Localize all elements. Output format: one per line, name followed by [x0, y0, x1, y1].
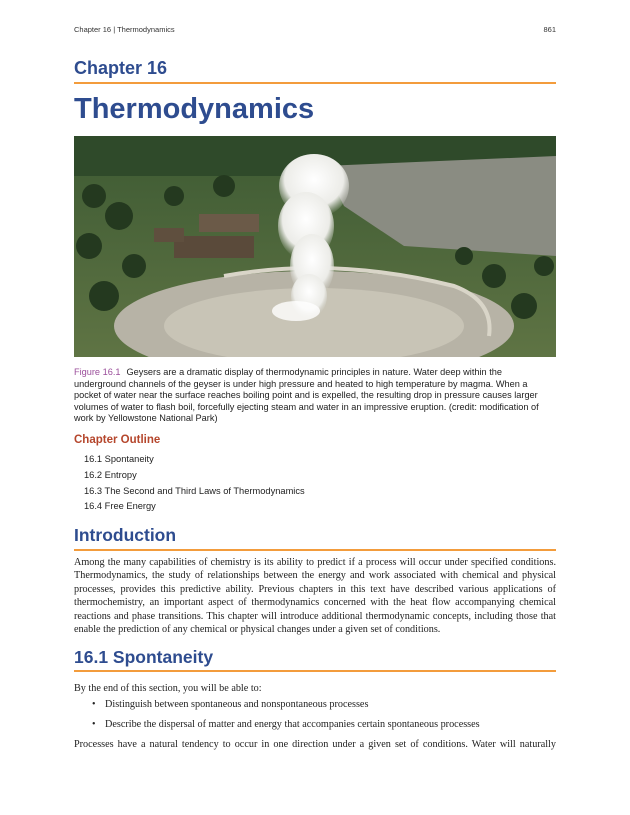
- chapter-rule: [74, 82, 556, 84]
- outline-item[interactable]: 16.4 Free Energy: [84, 501, 156, 512]
- outline-item[interactable]: 16.3 The Second and Third Laws of Thermodynamics: [84, 485, 305, 496]
- outline-item[interactable]: 16.1 Spontaneity: [84, 454, 154, 464]
- objective-text: Distinguish between spontaneous and nonspontaneous processes: [105, 699, 369, 710]
- learning-objectives-list: [74, 698, 556, 737]
- bullet-icon: •: [92, 718, 96, 730]
- figure-number: Figure 16.1: [74, 367, 121, 377]
- running-header-chapter: Chapter 16 | Thermodynamics: [74, 25, 175, 34]
- section-rule: [74, 670, 556, 672]
- geyser-photo: [74, 136, 556, 357]
- learning-objectives-lead: By the end of this section, you will be able to:: [74, 683, 262, 694]
- chapter-label: Chapter 16: [74, 58, 168, 78]
- introduction-paragraph: Among the many capabilities of chemistry is its ability to predict if a process will occur under specified conditions. Thermodynamics, the study of relationships between the energy and work associated with chemical and physical processes, provides this predictive ability. Previous chapters in this text have described various applications of thermochemistry, an important aspect of thermodynamics concerned with the heat flow accompanying chemical reactions and phase transitions. This chapter will introduce additional thermodynamic concepts, including those that enable the prediction of any chemical or physical changes under a given set of conditions.: [74, 557, 556, 636]
- figure-caption: [74, 367, 556, 425]
- chapter-outline-list: [84, 453, 305, 516]
- objective-text: Describe the dispersal of matter and energy that accompanies certain spontaneous processes: [105, 718, 480, 730]
- figure-caption-text: Geysers are a dramatic display of thermodynamic principles in nature. Water deep within the underground channels of the geyser is under high pressure and heated to high temperature by magma. When a pocket of water near the surface reaches boiling point and is expelled, the resulting drop in pressure causes larger volumes of water to flash boil, forcefully ejecting steam and water in an impressive eruption. (credit: modification of work by Yellowstone National Park): [74, 367, 539, 424]
- objective-item: [74, 698, 556, 718]
- outline-item[interactable]: 16.2 Entropy: [84, 469, 137, 480]
- section-paragraph: Processes have a natural tendency to occur in one direction under a given set of conditions. Water will naturally: [74, 739, 556, 750]
- introduction-heading: Introduction: [74, 525, 177, 545]
- running-header: [74, 25, 556, 34]
- chapter-outline-title: Chapter Outline: [74, 434, 161, 446]
- geyser-illustration: [74, 136, 556, 357]
- section-heading: 16.1 Spontaneity: [74, 647, 214, 667]
- objective-item: [74, 718, 556, 738]
- bullet-icon: •: [92, 699, 96, 710]
- introduction-rule: [74, 549, 556, 551]
- page-number: 861: [543, 25, 556, 34]
- chapter-title: Thermodynamics: [74, 93, 315, 125]
